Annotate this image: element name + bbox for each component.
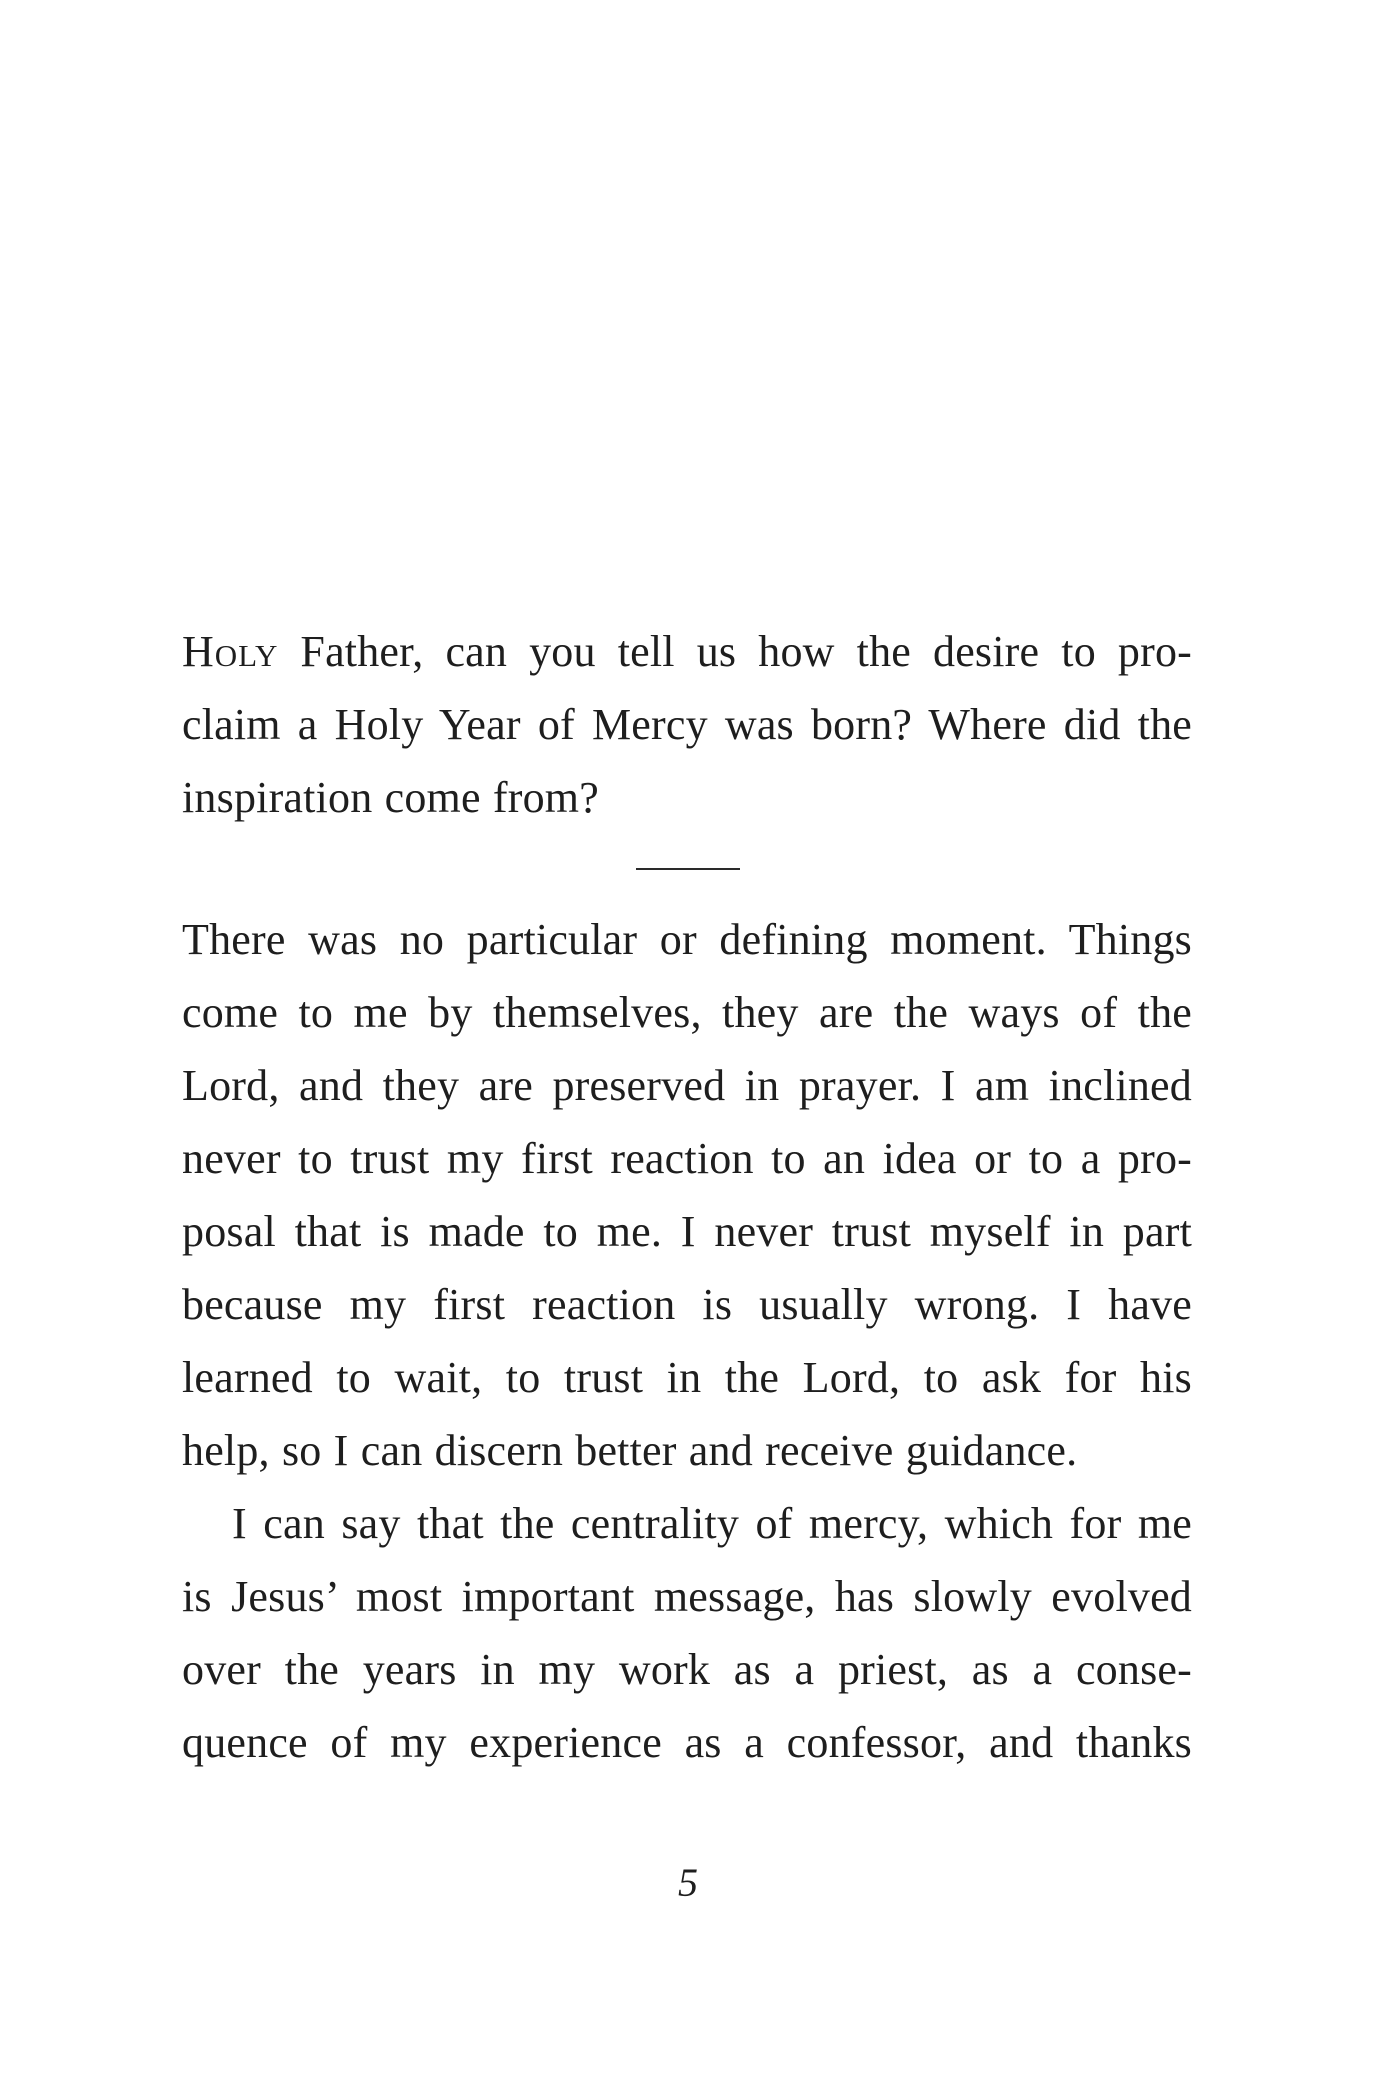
page-number: 5: [678, 1860, 698, 1905]
answer-p1-line-2: come to me by themselves, they are the ways of the: [182, 988, 1192, 1037]
section-divider: [636, 868, 740, 870]
question-line-3: inspiration come from?: [182, 773, 599, 822]
question-line-1-text: Father, can you tell us how the desire to pro-: [278, 627, 1192, 676]
answer-p1-line-1: There was no particular or defining moment. Things: [182, 915, 1192, 964]
question-paragraph: [182, 615, 1192, 834]
question-line-1: [182, 615, 1192, 688]
answer-p2-line-3: over the years in my work as a priest, as a conse-: [182, 1645, 1192, 1694]
answer-p1-line-8: help, so I can discern better and receive guidance.: [182, 1426, 1078, 1475]
answer-p2-line-2: is Jesus’ most important message, has slowly evolved: [182, 1572, 1192, 1621]
answer-p1-line-6: because my first reaction is usually wrong. I have: [182, 1280, 1192, 1329]
answer-p2-line-4: quence of my experience as a confessor, and thanks: [182, 1718, 1192, 1767]
answer-p1-line-4: never to trust my first reaction to an idea or to a pro-: [182, 1134, 1192, 1183]
answer-p1-line-7: learned to wait, to trust in the Lord, to ask for his: [182, 1353, 1192, 1402]
answer-p1-line-3: Lord, and they are preserved in prayer. I am inclined: [182, 1061, 1192, 1110]
question-lead-word: Holy: [182, 627, 279, 676]
question-line-2: claim a Holy Year of Mercy was born? Where did the: [182, 700, 1192, 749]
answer-text: [182, 903, 1192, 1779]
answer-p1-line-5: posal that is made to me. I never trust myself in part: [182, 1207, 1192, 1256]
answer-p2-line-1: I can say that the centrality of mercy, which for me: [232, 1499, 1192, 1548]
